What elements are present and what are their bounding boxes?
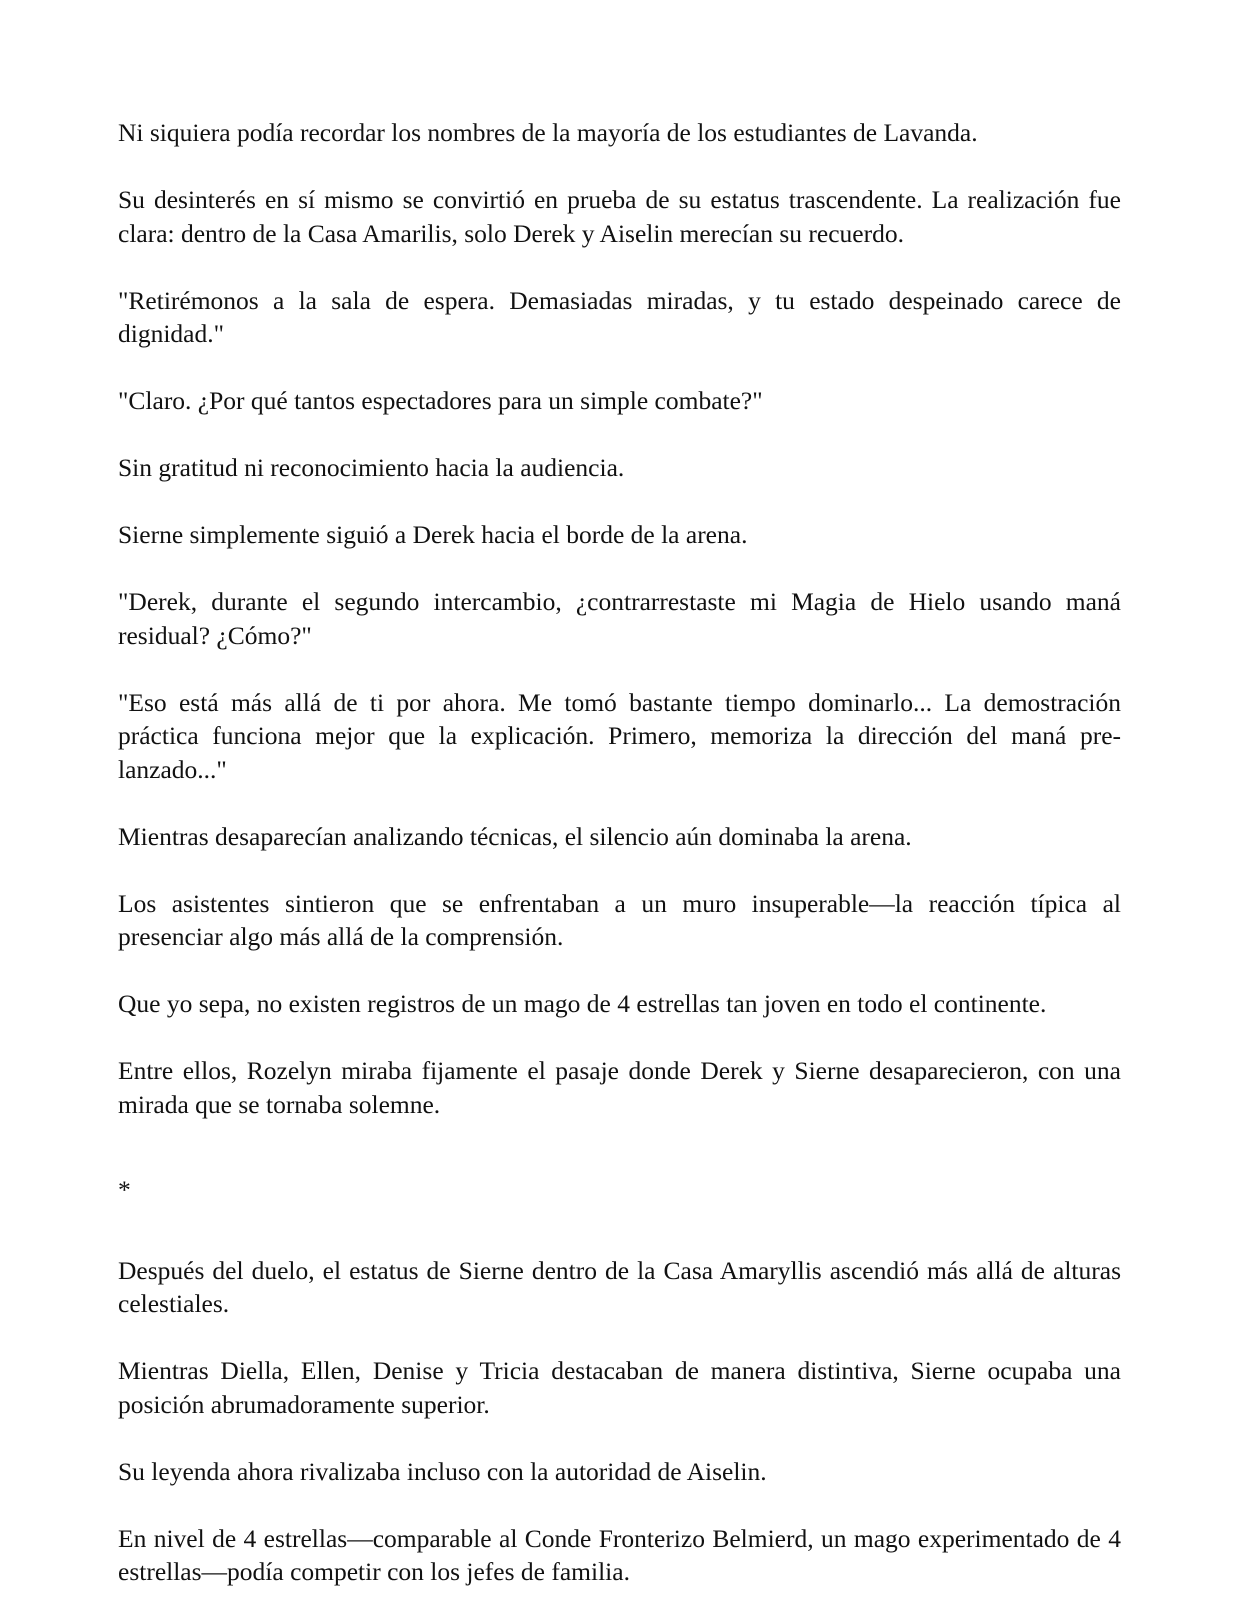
- document-page: [118, 116, 1121, 1589]
- paragraph: "Claro. ¿Por qué tantos espectadores para un simple combate?": [118, 386, 763, 415]
- paragraph: "Eso está más allá de ti por ahora. Me tomó bastante tiempo dominarlo... La demostración práctica funciona mejor que la explicación. Primero, memoriza la dirección del maná pre-lanzado...": [118, 687, 1121, 784]
- paragraph: Los asistentes sintieron que se enfrentaban a un muro insuperable—la reacción típica al presenciar algo más allá de la comprensión.: [118, 888, 1121, 951]
- scene-separator: *: [118, 1174, 131, 1204]
- paragraph: Sierne simplemente siguió a Derek hacia el borde de la arena.: [118, 520, 748, 549]
- paragraph: Mientras desaparecían analizando técnicas, el silencio aún dominaba la arena.: [118, 821, 912, 851]
- paragraph: Sin gratitud ni reconocimiento hacia la audiencia.: [118, 453, 625, 482]
- paragraph: Ni siquiera podía recordar los nombres de la mayoría de los estudiantes de Lavanda.: [118, 118, 978, 147]
- paragraph: Después del duelo, el estatus de Sierne dentro de la Casa Amaryllis ascendió más allá de alturas celestiales.: [118, 1255, 1121, 1318]
- paragraph: En nivel de 4 estrellas—comparable al Conde Fronterizo Belmierd, un mago experimentado de 4 estrellas—podía competir con los jefes de familia.: [118, 1523, 1121, 1586]
- paragraph: "Derek, durante el segundo intercambio, ¿contrarrestaste mi Magia de Hielo usando maná residual? ¿Cómo?": [118, 587, 1121, 650]
- paragraph: Su desinterés en sí mismo se convirtió en prueba de su estatus trascendente. La realización fue clara: dentro de la Casa Amarilis, solo Derek y Aiselin merecían su recuerdo.: [118, 185, 1121, 248]
- paragraph: Mientras Diella, Ellen, Denise y Tricia destacaban de manera distintiva, Sierne ocupaba una posición abrumadoramente superior.: [118, 1356, 1121, 1419]
- paragraph: Su leyenda ahora rivalizaba incluso con la autoridad de Aiselin.: [118, 1456, 767, 1486]
- paragraph: Entre ellos, Rozelyn miraba fijamente el pasaje donde Derek y Sierne desaparecieron, con una mirada que se tornaba solemne.: [118, 1056, 1121, 1119]
- paragraph: Que yo sepa, no existen registros de un mago de 4 estrellas tan joven en todo el continente.: [118, 989, 1047, 1018]
- paragraph: "Retirémonos a la sala de espera. Demasiadas miradas, y tu estado despeinado carece de dignidad.": [118, 285, 1121, 348]
